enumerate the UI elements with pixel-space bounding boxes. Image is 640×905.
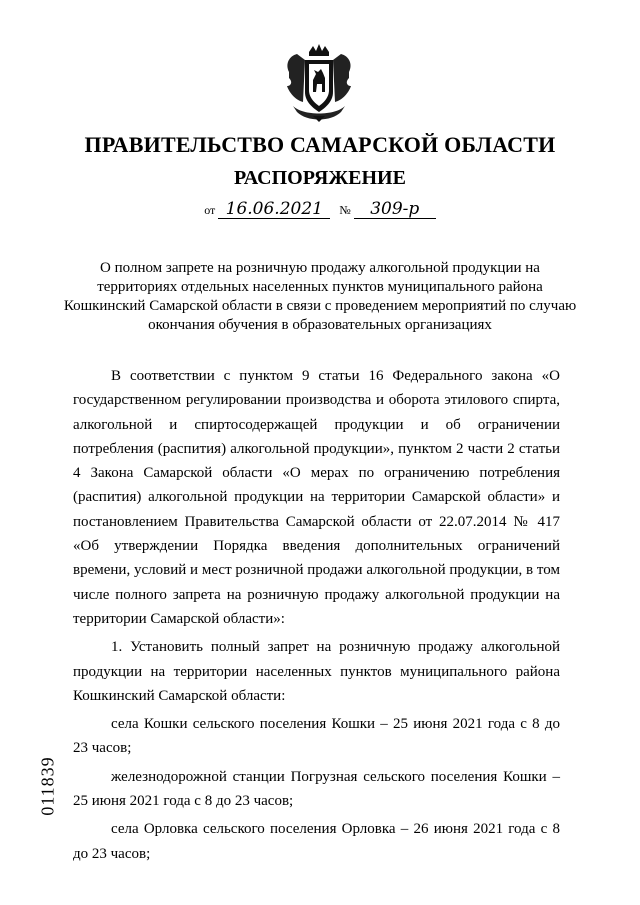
serial-number: 011839 xyxy=(37,756,58,816)
date-prefix: от xyxy=(204,203,216,217)
list-item-koshki: села Кошки сельского поселения Кошки – 25 июня 2021 года с 8 до 23 часов; xyxy=(73,716,560,757)
date-number-line xyxy=(0,200,640,219)
document-body xyxy=(73,364,560,866)
document-type: РАСПОРЯЖЕНИЕ xyxy=(234,167,406,189)
document-subject: О полном запрете на розничную продажу алкогольной продукции на территориях отдельных населенных пунктов муниципального района Кошкинский Самарской области в связи с проведением мероприятий по случаю окончания обучения в образовательных организациях xyxy=(63,260,577,333)
document-number: 309-р xyxy=(354,200,436,219)
number-prefix: № xyxy=(339,203,351,217)
preamble-paragraph: В соответствии с пунктом 9 статьи 16 Федерального закона «О государственном регулировании производства и оборота этилового спирта, алкогольной и спиртосодержащей продукции и об ограничении потребления (распития) алкогольной продукции», пунктом 2 части 2 статьи 4 Закона Самарской области «О мерах по ограничению потребления (распития) алкогольной продукции на территории Самарской области» и постановлением Правительства Самарской области от 22.07.2014 № 417 «Об утверждении Порядка введения дополнительных ограничений времени, условий и мест розничной продажи алкогольной продукции, в том числе полного запрета на розничную продажу алкогольной продукции на территории Самарской области»: xyxy=(73,368,560,627)
list-item-pogruznaya: железнодорожной станции Погрузная сельского поселения Кошки – 25 июня 2021 года с 8 до 23 часов; xyxy=(73,768,560,810)
document-date: 16.06.2021 xyxy=(218,200,330,219)
list-item-orlovka: села Орловка сельского поселения Орловка – 26 июня 2021 года с 8 до 23 часов; xyxy=(73,821,560,862)
government-title: ПРАВИТЕЛЬСТВО САМАРСКОЙ ОБЛАСТИ xyxy=(84,132,556,157)
coat-of-arms-icon xyxy=(283,42,355,124)
item-1-paragraph: 1. Установить полный запрет на розничную продажу алкогольной продукции на территории населенных пунктов муниципального района Кошкинский Самарской области: xyxy=(73,639,560,704)
serial-number-stamp xyxy=(36,738,60,834)
